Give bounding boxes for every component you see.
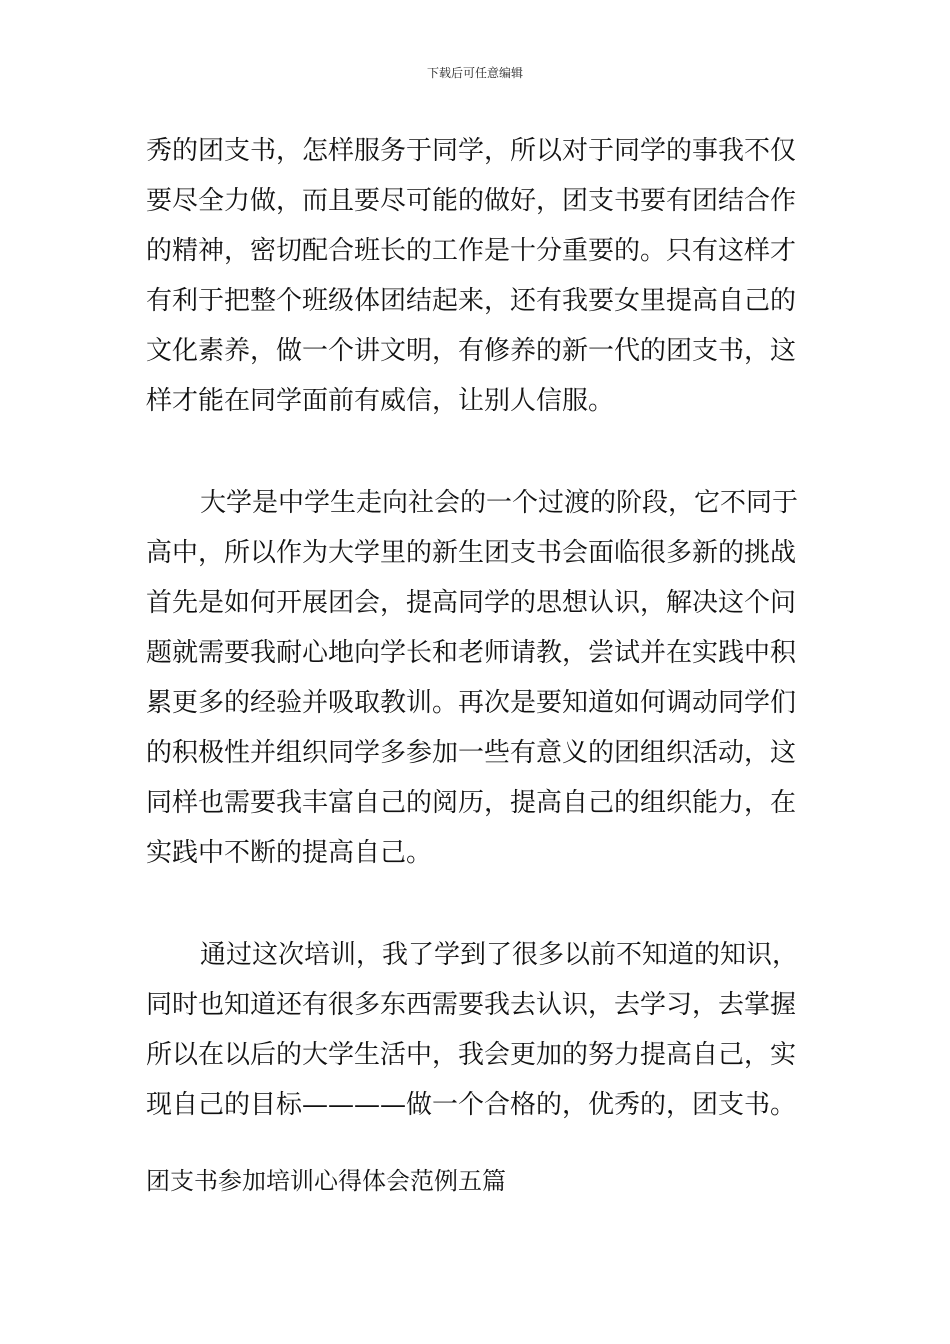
paragraph-line: 现自己的目标————做一个合格的，优秀的，团支书。 — [146, 1090, 797, 1120]
paragraph-line: 有利于把整个班级体团结起来，还有我要女里提高自己的 — [146, 286, 797, 316]
paragraph-line: 文化素养，做一个讲文明，有修养的新一代的团支书，这 — [146, 336, 797, 366]
paragraph-line: 通过这次培训，我了学到了很多以前不知道的知识， — [200, 940, 799, 970]
paragraph-line: 同时也知道还有很多东西需要我去认识，去学习，去掌握 — [146, 990, 797, 1020]
paragraph-line: 累更多的经验并吸取教训。再次是要知道如何调动同学们 — [146, 688, 797, 718]
paragraph-spacer — [146, 1130, 816, 1156]
paragraph-line: 所以在以后的大学生活中，我会更加的努力提高自己，实 — [146, 1040, 797, 1070]
paragraph-2 — [146, 478, 816, 878]
paragraph-line: 要尽全力做，而且要尽可能的做好，团支书要有团结合作 — [146, 186, 797, 216]
paragraph-line: 题就需要我耐心地向学长和老师请教，尝试并在实践中积 — [146, 638, 797, 668]
paragraph-spacer — [146, 878, 816, 930]
paragraph-line: 实践中不断的提高自己。 — [146, 838, 433, 868]
paragraph-line: 大学是中学生走向社会的一个过渡的阶段，它不同于 — [200, 488, 799, 518]
paragraph-spacer — [146, 426, 816, 478]
page-header: 下载后可任意编辑 — [426, 66, 523, 80]
paragraph-3 — [146, 930, 816, 1130]
paragraph-1 — [146, 126, 816, 426]
section-title: 团支书参加培训心得体会范例五篇 — [146, 1167, 506, 1195]
paragraph-line: 首先是如何开展团会，提高同学的思想认识，解决这个问 — [146, 588, 797, 618]
paragraph-line: 的精神，密切配合班长的工作是十分重要的。只有这样才 — [146, 236, 797, 266]
paragraph-line: 高中，所以作为大学里的新生团支书会面临很多新的挑战 — [146, 538, 797, 568]
paragraph-line: 样才能在同学面前有威信，让别人信服。 — [146, 386, 615, 416]
paragraph-line: 同样也需要我丰富自己的阅历，提高自己的组织能力，在 — [146, 788, 797, 818]
document-body — [146, 126, 816, 1206]
paragraph-line: 的积极性并组织同学多参加一些有意义的团组织活动，这 — [146, 738, 797, 768]
paragraph-line: 秀的团支书，怎样服务于同学，所以对于同学的事我不仅 — [146, 136, 797, 166]
